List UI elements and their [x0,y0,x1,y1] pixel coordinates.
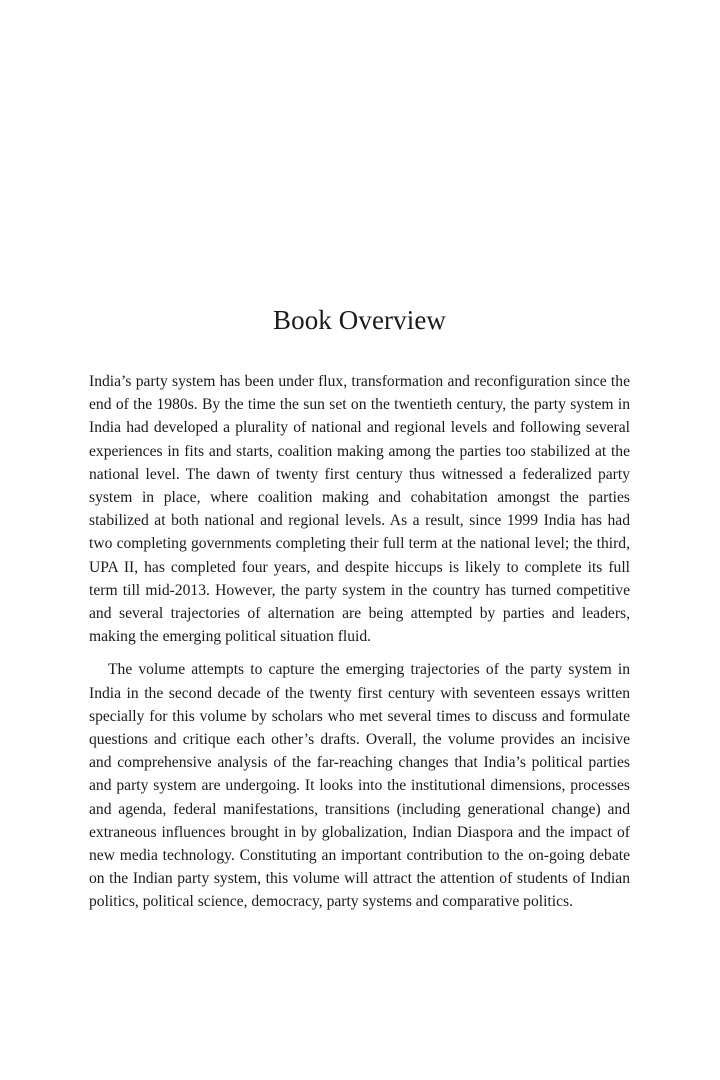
paragraph-1: India’s party system has been under flux, transformation and reconfiguration since the end of the 1980s. By the time the sun set on the twentieth century, the party system in India had developed a plurality of national and regional levels and following several experiences in fits and starts, coalition making among the parties too stabilized at the national level. The dawn of twenty first century thus witnessed a federalized party system in place, where coalition making and cohabitation amongst the parties stabilized at both national and regional levels. As a result, since 1999 India has had two completing governments completing their full term at the national level; the third, UPA II, has completed four years, and despite hiccups is likely to complete its full term till mid-2013. However, the party system in the country has turned competitive and several trajectories of alternation are being attempted by parties and leaders, making the emerging political situation fluid. [89,373,630,646]
document-page [89,300,630,914]
page-title: Book Overview [272,305,447,335]
paragraph-2: The volume attempts to capture the emerging trajectories of the party system in India in the second decade of the twenty first century with seventeen essays written specially for this volume by scholars who met several times to discuss and formulate questions and critique each other’s drafts. Overall, the volume provides an incisive and comprehensive analysis of the far-reaching changes that India’s political parties and party system are undergoing. It looks into the institutional dimensions, processes and agenda, federal manifestations, transitions (including generational change) and extraneous influences brought in by globalization, Indian Diaspora and the impact of new media technology. Constituting an important contribution to the on-going debate on the Indian party system, this volume will attract the attention of students of Indian politics, political science, democracy, party systems and comparative politics. [89,661,630,911]
